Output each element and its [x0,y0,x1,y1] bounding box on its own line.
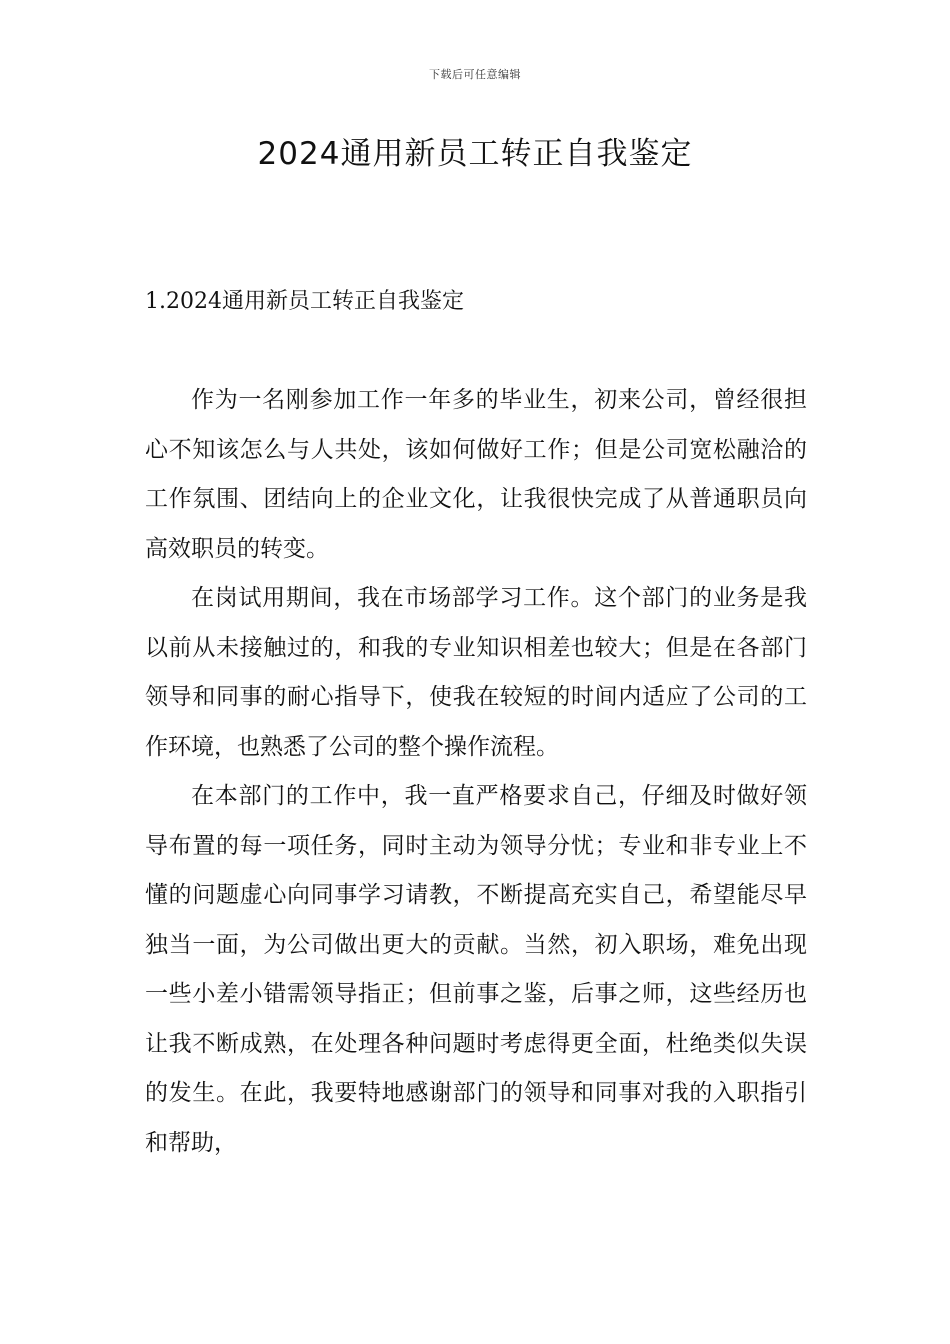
paragraph: 在岗试用期间，我在市场部学习工作。这个部门的业务是我以前从未接触过的，和我的专业知识相差也较大；但是在各部门领导和同事的耐心指导下，使我在较短的时间内适应了公司的工作环境，也熟悉了公司的整个操作流程。 [145,585,807,760]
paragraph: 作为一名刚参加工作一年多的毕业生，初来公司，曾经很担心不知该怎么与人共处，该如何做好工作；但是公司宽松融洽的工作氛围、团结向上的企业文化，让我很快完成了从普通职员向高效职员的转变。 [145,387,807,562]
section-heading: 1.2024通用新员工转正自我鉴定 [145,289,464,314]
document-body [145,376,807,1168]
paragraph: 在本部门的工作中，我一直严格要求自己，仔细及时做好领导布置的每一项任务，同时主动为领导分忧；专业和非专业上不懂的问题虚心向同事学习请教，不断提高充实自己，希望能尽早独当一面，为公司做出更大的贡献。当然，初入职场，难免出现一些小差小错需领导指正；但前事之鉴，后事之师，这些经历也让我不断成熟，在处理各种问题时考虑得更全面，杜绝类似失误的发生。在此，我要特地感谢部门的领导和同事对我的入职指引和帮助， [145,783,807,1156]
header-note: 下载后可任意编辑 [429,68,521,81]
document-title: 2024通用新员工转正自我鉴定 [257,136,693,172]
